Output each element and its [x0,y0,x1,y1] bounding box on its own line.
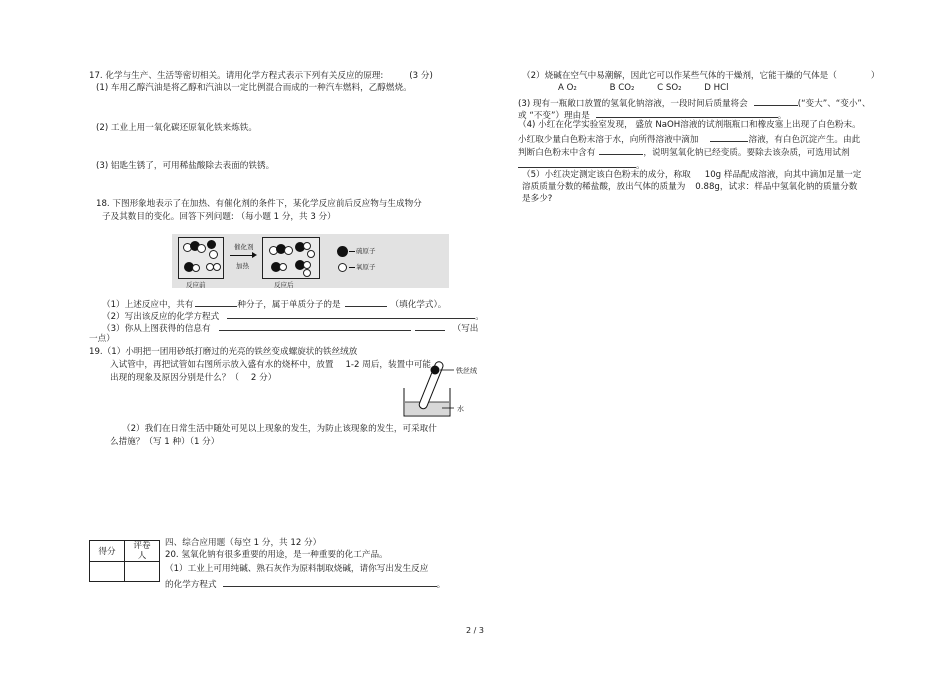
legend-sulfur: 硫原子 [356,247,376,255]
legend-oxygen: 氧原子 [356,263,376,271]
q17-item2: (2) 工业上用一氧化碳还原氧化铁来炼铁。 [96,123,257,133]
q18-item2: （2）写出该反应的化学方程式 。 [102,309,484,323]
q19-line1: 19.（1）小明把一团用砂纸打磨过的光亮的铁丝变成螺旋状的铁丝绒放 [89,347,358,357]
q19-part2b: 么措施？（写 1 种）（1 分） [110,437,220,447]
label-catalyst: 催化剂 [234,243,254,251]
right-p2: （2）烧碱在空气中易潮解，因此它可以作某些气体的干燥剂，它能干燥的气体是（ ） [522,71,880,81]
right-options [558,83,728,94]
q17-item1: (1) 车用乙醇汽油是将乙醇和汽油以一定比例混合而成的一种汽车燃料，乙醇燃烧。 [96,83,412,93]
q19-line3: 出现的现象及原因分别是什么？（ 2 分） [110,373,277,383]
option-b[interactable]: B CO₂ [609,83,635,93]
option-c[interactable]: C SO₂ [657,83,682,93]
reaction-arrow [230,255,254,256]
q19-line2: 入试管中，再把试管如右图所示放入盛有水的烧杯中，放置 1-2 周后，装置中可能 [110,360,431,370]
oxygen-atom-icon [338,263,347,272]
right-p5c: 溶质质量分数的稀盐酸，放出气体的质量为 0.88g，试求：样品中氢氧化钠的质量分数 [522,182,858,192]
q17-title: 17. 化学与生产、生活等密切相关。请用化学方程式表示下列有关反应的原理: (3 分) [89,71,433,81]
right-p5e: 是多少? [522,194,553,204]
page-number: 2 / 3 [466,626,484,635]
q20-title: 20. 氢氧化钠有很多重要的用途，是一种重要的化工产品。 [165,550,388,560]
grader-header: 评卷 人 [125,541,160,562]
right-p3c: 或 “不变”）理由是 。 [518,108,786,122]
q18-item3-cont: 一点） [89,334,115,344]
before-box [178,237,224,279]
right-p4d: 判断白色粉末中含有 ，说明氢氧化钠已经变质。要除去该杂质，可选用试剂 [518,145,850,159]
score-cell[interactable] [90,562,125,582]
right-p4b: 小红取少量白色粉末溶于水，向所得溶液中滴加 溶液，有白色沉淀产生。由此 [518,132,860,146]
q18-item1: （1）上述反应中，共有 种分子，属于单质分子的是 （填化学式）。 [102,297,446,311]
option-d[interactable]: D HCl [704,83,729,93]
grader-cell[interactable] [125,562,160,582]
section4-title: 四、综合应用题（每空 1 分，共 12 分） [165,538,322,548]
arrow-head-icon [252,252,257,258]
label-heat: 加热 [236,262,249,270]
label-after: 反应后 [274,281,294,289]
label-water: 水 [457,405,464,413]
q18-title2: 子及其数目的变化。回答下列问题: （每小题 1 分，共 3 分） [102,212,336,222]
right-p4-blank: 。 [518,158,645,172]
label-before: 反应前 [186,281,206,289]
score-header: 得分 [90,541,125,562]
right-p4a: （4) 小红在化学实验室发现， 盛放 NaOH溶液的试剂瓶瓶口和橡皮塞上出现了白色粉末。 [518,120,861,130]
right-p5a: （5）小红决定测定该白色粉末的成分，称取 10g 样品配成溶液，向其中滴加足量一定 [522,170,862,180]
q19-part2a: （2）我们在日常生活中随处可见以上现象的发生，为防止该现象的发生，可采取什 [122,424,437,434]
score-table [89,540,160,582]
reaction-diagram [172,234,449,288]
q17-item3: (3) 铝匙生锈了，可用稀盐酸除去表面的铁锈。 [96,161,275,171]
q18-item3: （3）你从上图获得的信息有 （写出 [102,321,478,335]
sulfur-atom-icon [337,246,348,257]
after-box [262,237,320,279]
q20-part1b: 的化学方程式 。 [165,577,445,591]
option-a[interactable]: A O₂ [558,83,577,93]
q20-part1: （1）工业上可用纯碱、熟石灰作为原料制取烧碱，请你写出发生反应 [165,564,429,574]
label-iron-wool: 铁丝绒 [456,367,477,375]
q18-title: 18. 下图形象地表示了在加热、有催化剂的条件下，某化学反应前后反应物与生成物分 [96,199,422,209]
right-p3: (3) 现有一瓶敞口放置的氢氧化钠溶液，一段时间后质量将会 (“变大”、“变小”、 [518,96,870,110]
